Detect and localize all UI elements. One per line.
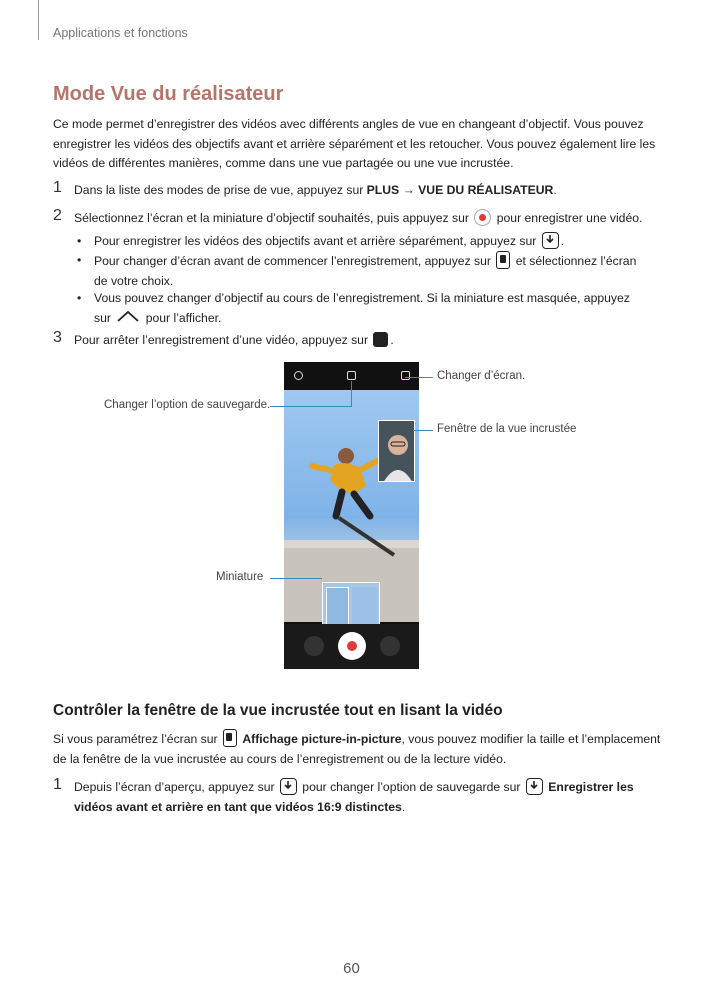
camera-screenshot bbox=[284, 362, 419, 669]
bullet-item bbox=[77, 232, 647, 252]
step-number: 2 bbox=[53, 207, 62, 224]
ui-label-save-separate: Enregistrer les vidéos avant et arrière en tant que vidéos 16:9 distinctes bbox=[74, 780, 634, 814]
chevron-up-icon bbox=[116, 309, 140, 321]
step-text bbox=[74, 181, 663, 201]
paragraph-text-part: Si vous paramétrez l’écran sur bbox=[53, 732, 221, 746]
bullet-text-part: Pour enregistrer les vidéos des objectifs avant et arrière séparément, appuyez sur bbox=[94, 234, 540, 248]
page-number: 60 bbox=[343, 960, 360, 977]
callout-line bbox=[351, 381, 352, 407]
callout-thumbnail: Miniature bbox=[216, 571, 264, 583]
camera-preview bbox=[284, 390, 419, 622]
callout-change-screen: Changer d’écran. bbox=[437, 370, 526, 382]
step-text-part: . bbox=[553, 183, 557, 197]
stop-icon bbox=[373, 332, 388, 347]
save-option-icon bbox=[280, 778, 297, 795]
step-text-part: Depuis l’écran d’aperçu, appuyez sur bbox=[74, 780, 278, 794]
settings-icon[interactable] bbox=[294, 371, 303, 380]
section-header: Applications et fonctions bbox=[53, 26, 188, 40]
record-icon bbox=[474, 209, 491, 226]
bullet-text-part: . bbox=[560, 234, 565, 248]
record-button[interactable] bbox=[338, 632, 366, 660]
step-text bbox=[74, 209, 663, 229]
change-screen-button[interactable] bbox=[401, 371, 410, 380]
paragraph-text-part: , vous pouvez modifier la taille et l’emplacement de la fenêtre de la vue incrustée au cours de l’enregistrement ou de la lecture vidéo. bbox=[53, 732, 661, 766]
save-option-button[interactable] bbox=[347, 371, 356, 380]
callout-line bbox=[405, 377, 433, 378]
bullet-text-part: et sélectionnez l’écran de votre choix. bbox=[94, 254, 637, 288]
callout-line bbox=[270, 406, 352, 407]
step-number: 1 bbox=[53, 179, 62, 196]
callout-line bbox=[413, 430, 433, 431]
callout-pip-window: Fenêtre de la vue incrustée bbox=[437, 423, 577, 435]
step-b1 bbox=[53, 778, 663, 817]
thumbnail-selected[interactable] bbox=[326, 587, 349, 628]
bullet-text-part: pour l’afficher. bbox=[142, 310, 222, 325]
bullet-dot: • bbox=[77, 234, 82, 248]
ui-label-plus: PLUS bbox=[366, 183, 400, 197]
bullet-text bbox=[94, 232, 647, 252]
selfie-illustration bbox=[379, 421, 415, 482]
step-text-part: Pour arrêter l’enregistrement d’une vidéo, appuyez sur bbox=[74, 333, 372, 347]
bullet-dot: • bbox=[77, 253, 82, 267]
intro-paragraph: Ce mode permet d’enregistrer des vidéos avec différents angles de vue en changeant d’objectif. Vous pouvez enregistrer les vidéos des objectifs avant et arrière séparément et les retoucher. Vous pouvez également lire les vidéos de différentes manières, comme dans une vue partagée ou une vue incrustée. bbox=[53, 117, 656, 170]
callout-line bbox=[270, 578, 322, 579]
step-1 bbox=[53, 181, 663, 201]
switch-camera-icon[interactable] bbox=[380, 636, 400, 656]
step-text-part: pour changer l’option de sauvegarde sur bbox=[298, 780, 524, 794]
bullet-item bbox=[77, 289, 647, 328]
step-text-part: Sélectionnez l’écran et la miniature d’objectif souhaités, puis appuyez sur bbox=[74, 211, 473, 225]
step-text-part: . bbox=[390, 333, 394, 347]
bullet-text-part: Vous pouvez changer d’objectif au cours de l’enregistrement. Si la miniature est masquée, appuyez sur bbox=[94, 291, 630, 325]
page-title: Mode Vue du réalisateur bbox=[53, 83, 284, 105]
bullet-item bbox=[77, 251, 647, 291]
screen-layout-icon bbox=[223, 729, 237, 747]
margin-rule bbox=[38, 0, 39, 40]
ui-label-director-view: VUE DU RÉALISATEUR bbox=[418, 183, 554, 197]
pip-window[interactable] bbox=[378, 420, 415, 482]
thumbnail-other[interactable] bbox=[352, 587, 377, 628]
save-option-icon bbox=[542, 232, 559, 249]
separate-videos-icon bbox=[526, 778, 543, 795]
ui-label-pip: Affichage picture-in-picture bbox=[242, 732, 402, 746]
bullet-text bbox=[94, 251, 647, 291]
bullet-text bbox=[94, 289, 647, 328]
step-2 bbox=[53, 209, 663, 229]
step-number: 1 bbox=[53, 776, 62, 793]
pip-paragraph bbox=[53, 729, 663, 769]
effects-icon[interactable] bbox=[304, 636, 324, 656]
section-subtitle: Contrôler la fenêtre de la vue incrustée tout en lisant la vidéo bbox=[53, 702, 503, 719]
step-number: 3 bbox=[53, 329, 62, 346]
callout-save-option: Changer l’option de sauvegarde. bbox=[104, 399, 271, 411]
screen-layout-icon bbox=[496, 251, 510, 269]
step-text-part: Dans la liste des modes de prise de vue, appuyez sur bbox=[74, 183, 367, 197]
arrow-text: → bbox=[399, 183, 419, 197]
step-text-part: . bbox=[401, 799, 406, 814]
bullet-text-part: Pour changer d’écran avant de commencer l’enregistrement, appuyez sur bbox=[94, 254, 495, 268]
step-text bbox=[74, 778, 663, 817]
camera-bottom-bar bbox=[284, 624, 419, 669]
step-3 bbox=[53, 331, 663, 351]
step-text bbox=[74, 331, 663, 351]
bullet-dot: • bbox=[77, 291, 82, 305]
step-text-part: pour enregistrer une vidéo. bbox=[493, 211, 643, 225]
